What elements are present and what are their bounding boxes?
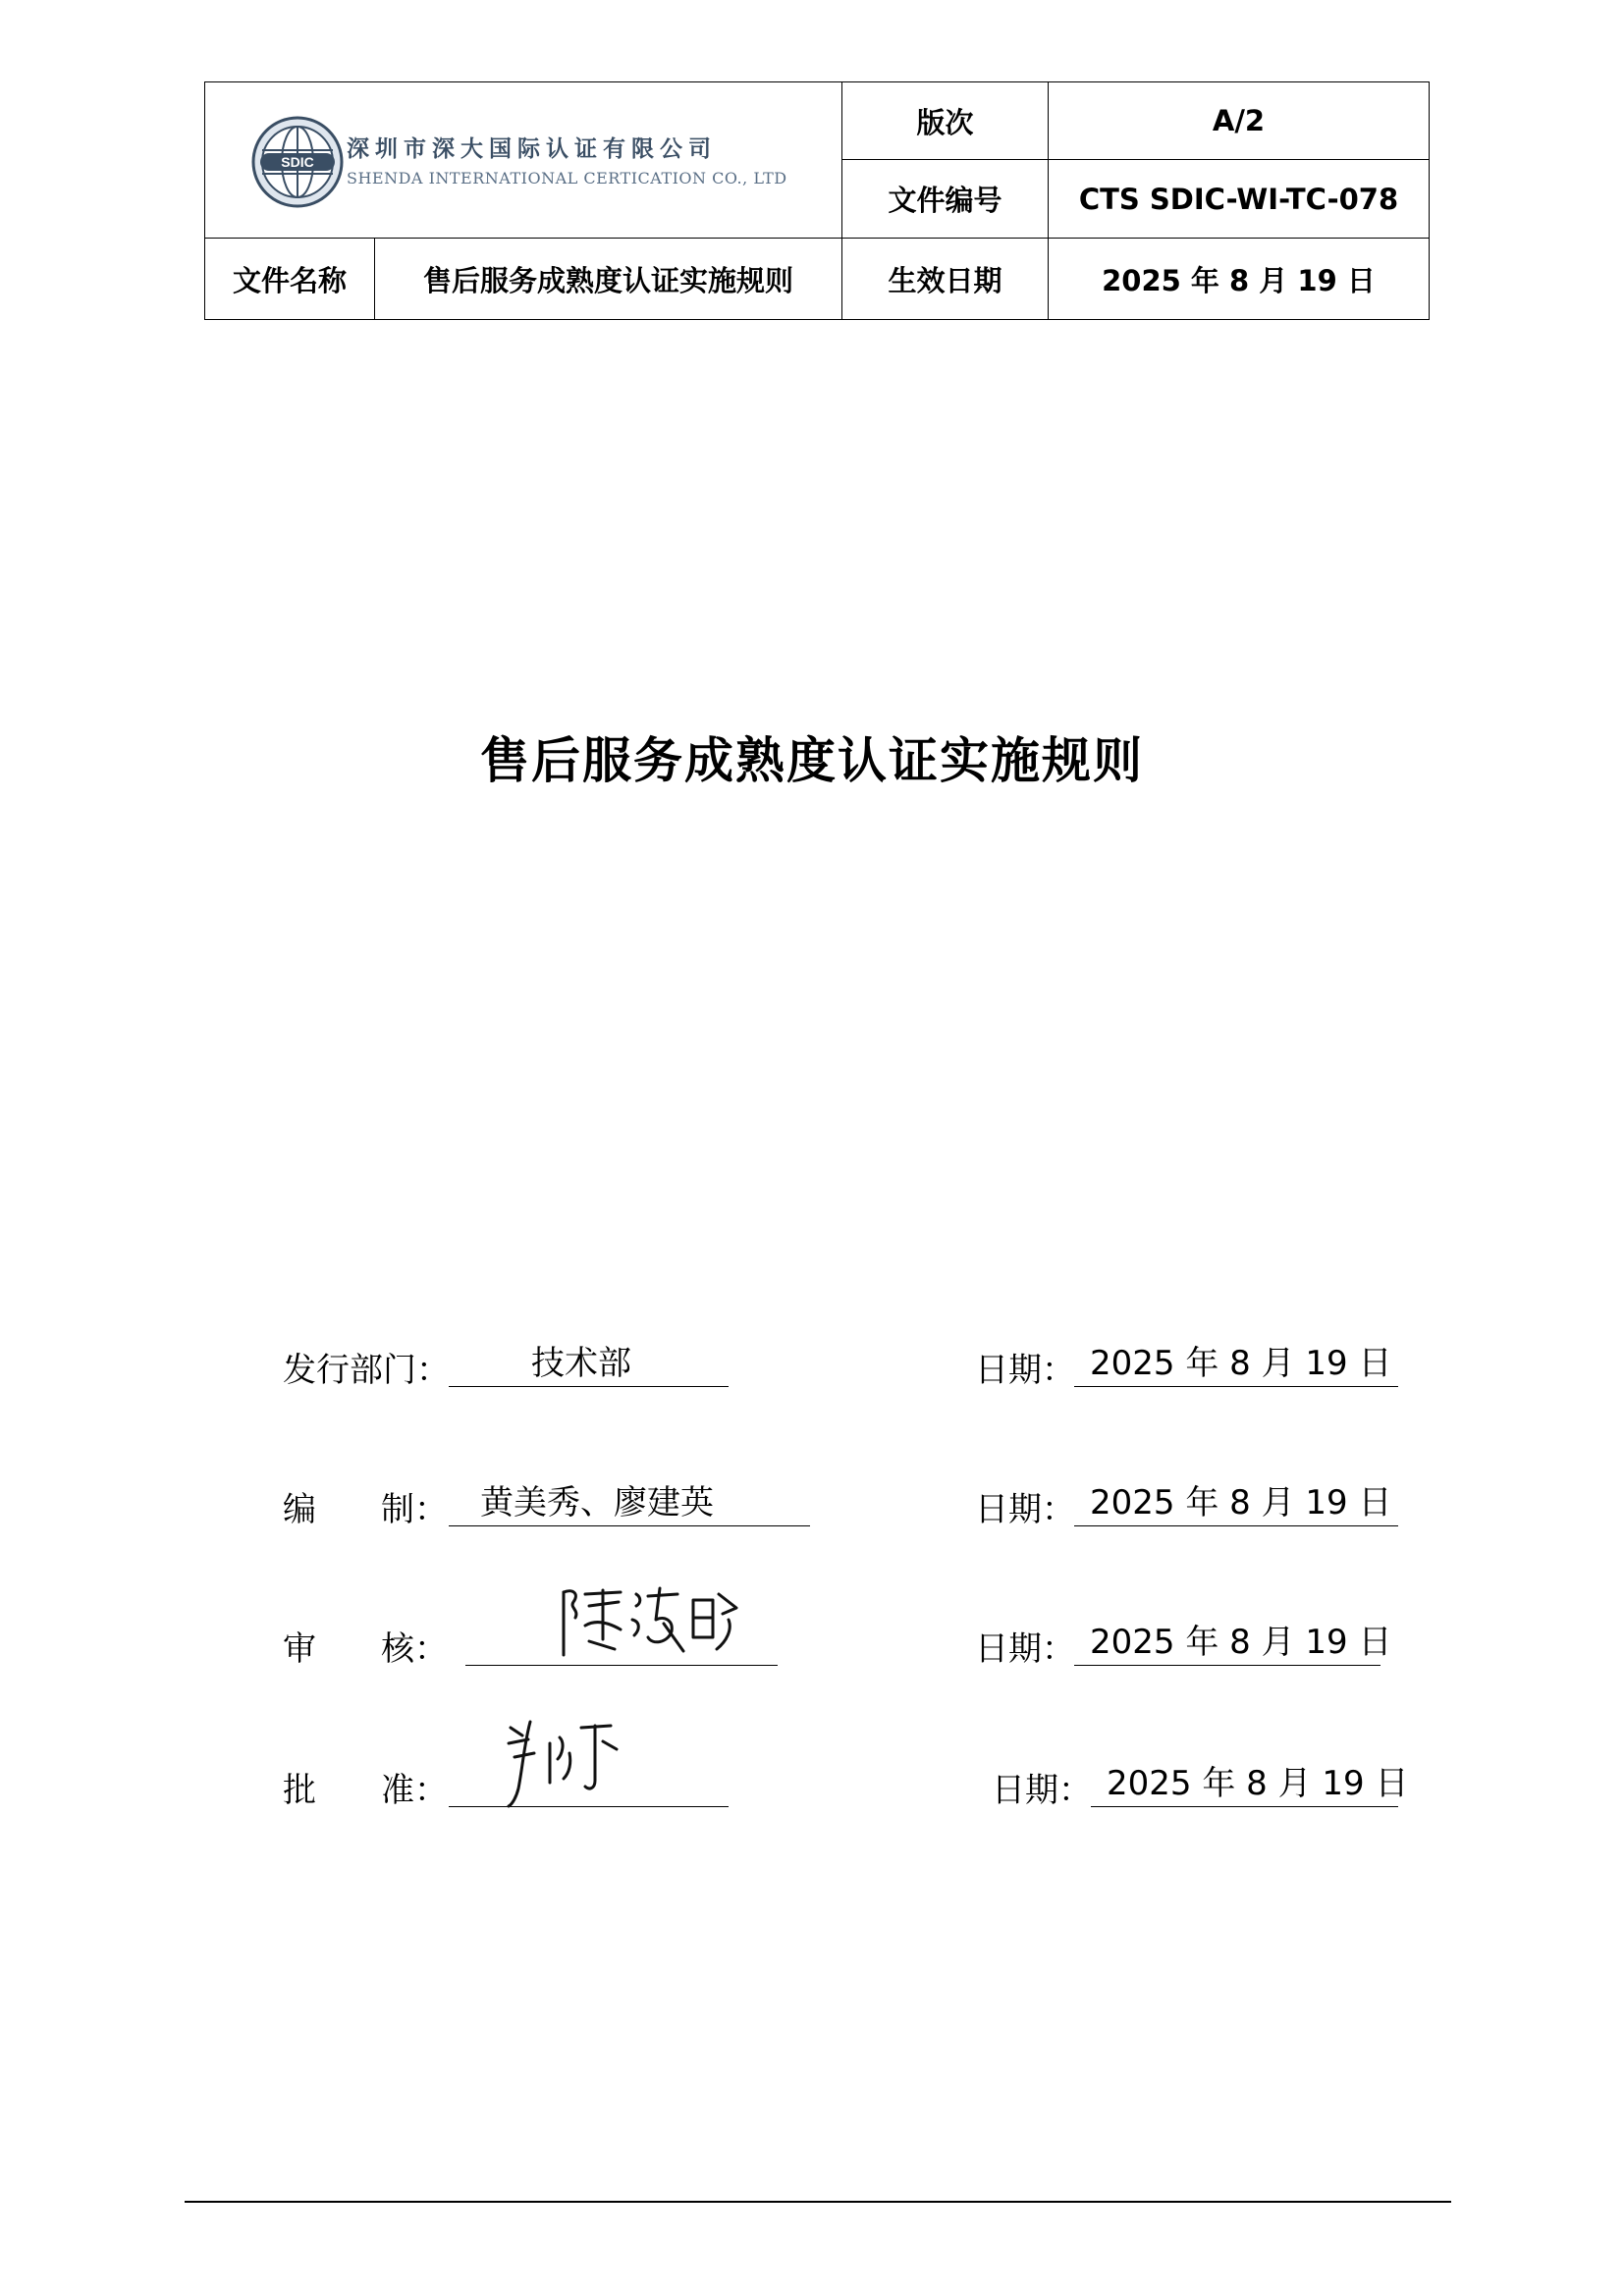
compile-label <box>283 1482 448 1530</box>
date-line <box>1074 1482 1398 1526</box>
doc-name-label: 文件名称 <box>205 239 375 320</box>
approve-label-a: 批 <box>283 1771 316 1810</box>
compile-label-a: 编 <box>283 1490 316 1529</box>
compile-line <box>449 1482 810 1526</box>
effective-date-value: 2025 年 8 月 19 日 <box>1049 239 1430 320</box>
issue-dept-row <box>0 1343 1624 1402</box>
issue-dept-label: 发行部门： <box>283 1351 450 1390</box>
compile-label-b: 制： <box>381 1490 448 1529</box>
approve-label-b: 准： <box>381 1771 448 1810</box>
footer-divider <box>185 2201 1451 2203</box>
issue-dept-value: 技术部 <box>531 1344 631 1383</box>
date-line <box>1091 1763 1409 1807</box>
approver-signature <box>501 1714 628 1812</box>
review-label-b: 核： <box>381 1629 448 1669</box>
version-label: 版次 <box>842 82 1049 160</box>
issue-dept-line <box>449 1343 729 1387</box>
date-value: 2025 年 8 月 19 日 <box>1090 1344 1392 1383</box>
company-logo-cell <box>205 82 842 239</box>
header-table <box>204 81 1430 320</box>
doc-number-value: CTS SDIC-WI-TC-078 <box>1049 160 1430 239</box>
logo-text: SDIC <box>281 154 314 170</box>
date-line <box>1074 1622 1392 1666</box>
document-title: 售后服务成熟度认证实施规则 <box>480 731 1144 789</box>
company-name-en: SHENDA INTERNATIONAL CERTICATION CO., LTD <box>347 169 787 187</box>
compile-value: 黄美秀、廖建英 <box>480 1483 714 1522</box>
date-label: 日期： <box>975 1351 1075 1390</box>
review-row <box>0 1622 1624 1681</box>
effective-date-label: 生效日期 <box>842 239 1049 320</box>
date-label: 日期： <box>975 1629 1075 1669</box>
date-value: 2025 年 8 月 19 日 <box>1090 1623 1392 1662</box>
date-label: 日期： <box>992 1771 1092 1810</box>
approve-label <box>283 1763 448 1811</box>
review-label-a: 审 <box>283 1629 316 1669</box>
doc-name-value: 售后服务成熟度认证实施规则 <box>375 239 842 320</box>
compile-row <box>0 1482 1624 1541</box>
version-value: A/2 <box>1049 82 1430 160</box>
date-value: 2025 年 8 月 19 日 <box>1090 1483 1392 1522</box>
review-label <box>283 1622 448 1670</box>
company-logo-icon <box>250 115 345 209</box>
approve-row <box>0 1763 1624 1822</box>
date-value: 2025 年 8 月 19 日 <box>1107 1764 1409 1803</box>
date-label: 日期： <box>975 1490 1075 1529</box>
reviewer-signature <box>550 1580 746 1669</box>
company-name-cn: 深圳市深大国际认证有限公司 <box>347 136 717 162</box>
date-line <box>1074 1343 1398 1387</box>
doc-number-label: 文件编号 <box>842 160 1049 239</box>
